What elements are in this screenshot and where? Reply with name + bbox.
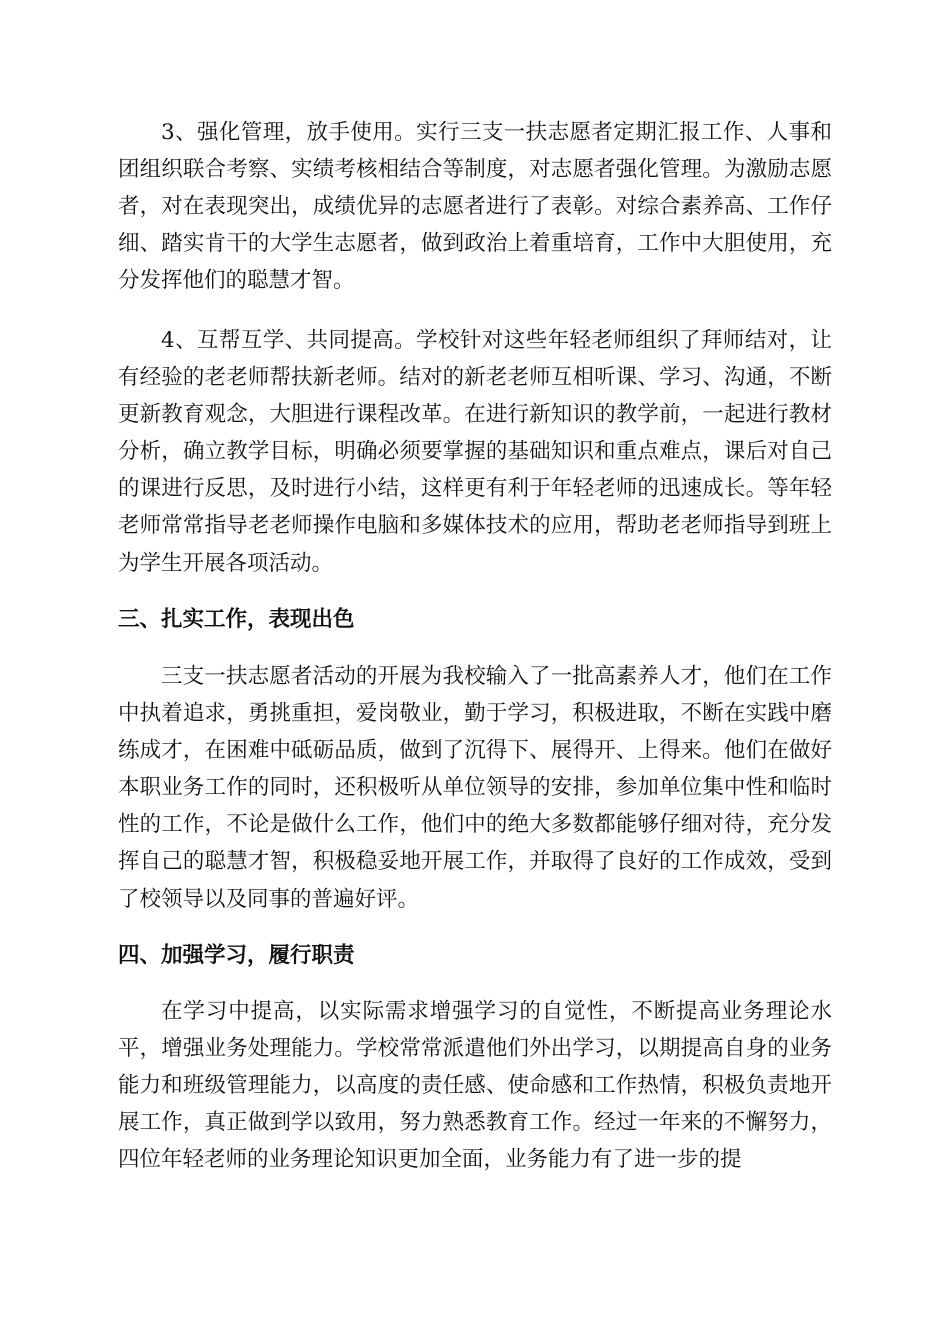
section-heading-solid-work: 三、扎实工作，表现出色	[118, 607, 355, 632]
paragraph-strengthen-learning: 在学习中提高，以实际需求增强学习的自觉性，不断提高业务理论水平，增强业务处理能力。学校常常派遣他们外出学习，以期提高自身的业务能力和班级管理能力，以高度的责任感、使命感和工作热情，积极负责地开展工作，真正做到学以致用，努力熟悉教育工作。经过一年来的不懈努力，四位年轻老师的业务理论知识更加全面，业务能力有了进一步的提	[118, 999, 832, 1173]
section-heading-strengthen-learning: 四、加强学习，履行职责	[118, 943, 355, 968]
paragraph-solid-work: 三支一扶志愿者活动的开展为我校输入了一批高素养人才，他们在工作中执着追求，勇挑重担，爱岗敬业，勤于学习，积极进取，不断在实践中磨练成才，在困难中砥砺品质，做到了沉得下、展得开、上得来。他们在做好本职业务工作的同时，还积极听从单位领导的安排，参加单位集中性和临时性的工作，不论是做什么工作，他们中的绝大多数都能够仔细对待，充分发挥自己的聪慧才智，积极稳妥地开展工作，并取得了良好的工作成效，受到了校领导以及同事的普遍好评。	[118, 664, 832, 912]
paragraph-strengthen-management: 3、强化管理，放手使用。实行三支一扶志愿者定期汇报工作、人事和团组织联合考察、实绩考核相结合等制度，对志愿者强化管理。为激励志愿者，对在表现突出，成绩优异的志愿者进行了表彰。对综合素养高、工作仔细、踏实肯干的大学生志愿者，做到政治上着重培育，工作中大胆使用，充分发挥他们的聪慧才智。	[118, 120, 832, 294]
paragraph-mutual-help: 4、互帮互学、共同提高。学校针对这些年轻老师组织了拜师结对，让有经验的老老师帮扶新老师。结对的新老老师互相听课、学习、沟通，不断更新教育观念，大胆进行课程改革。在进行新知识的教学前，一起进行教材分析，确立教学目标，明确必须要掌握的基础知识和重点难点，课后对自己的课进行反思，及时进行小结，这样更有利于年轻老师的迅速成长。等年轻老师常常指导老老师操作电脑和多媒体技术的应用，帮助老老师指导到班上为学生开展各项活动。	[118, 328, 832, 576]
